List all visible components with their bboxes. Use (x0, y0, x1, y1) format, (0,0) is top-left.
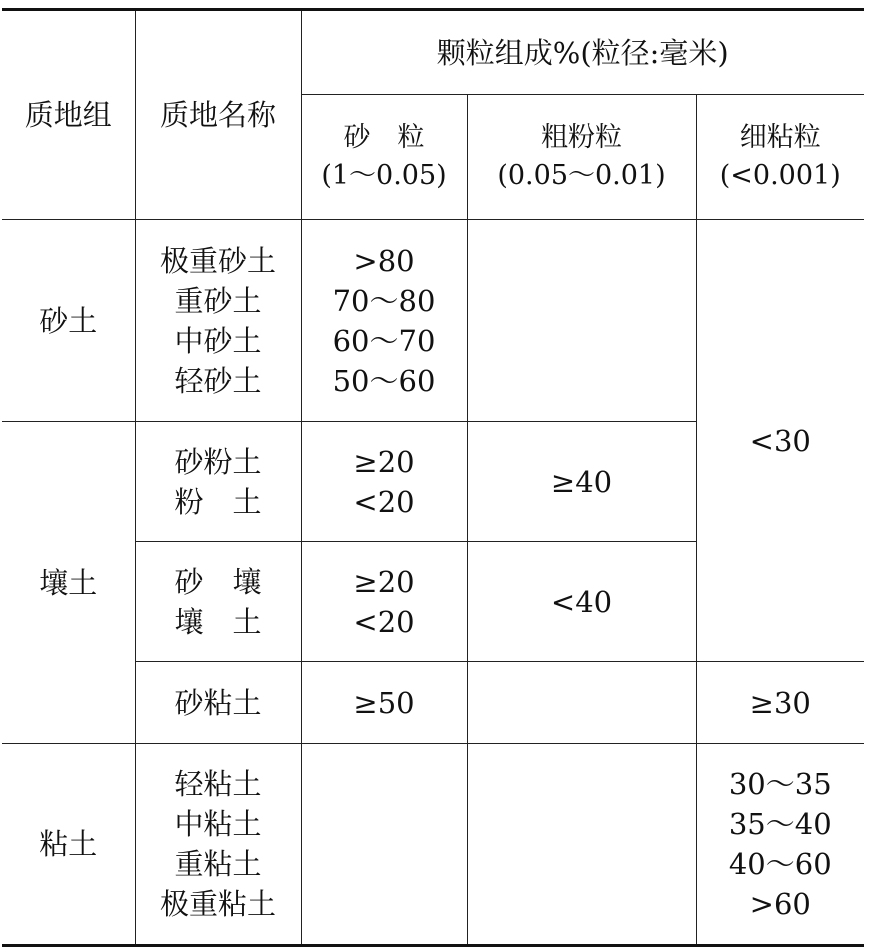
sandy-clay-name: 砂粘土 (135, 662, 301, 744)
loam-b-sand-values (301, 542, 467, 662)
header-sand-label: 砂 粒 (343, 122, 425, 153)
sand-value: 60～70 (332, 323, 436, 358)
texture-name: 极重粘土 (159, 887, 276, 921)
group-clay-soil: 粘土 (2, 744, 135, 946)
texture-name: 砂 壤 (174, 564, 262, 599)
sand-soil-names (135, 220, 301, 422)
header-texture-name: 质地名称 (135, 10, 301, 220)
group-sand-soil: 砂土 (2, 220, 135, 422)
sand-value: <20 (353, 604, 415, 639)
clay-soil-coarse-silt-empty (467, 744, 696, 946)
soil-texture-table (2, 8, 864, 947)
header-coarse-silt-label: 粗粉粒 (541, 122, 622, 153)
fine-clay-value: 30～35 (728, 767, 832, 801)
texture-name: 轻粘土 (174, 767, 262, 801)
sandy-clay-coarse-silt-empty (467, 662, 696, 744)
texture-name: 壤 土 (174, 604, 262, 639)
sand-value: 50～60 (332, 363, 436, 398)
shared-fine-clay-value: <30 (696, 220, 864, 662)
header-fine-clay-range: (<0.001) (719, 160, 841, 191)
fine-clay-value: 40～60 (728, 847, 832, 881)
loam-a-sand-values (301, 422, 467, 542)
texture-name: 砂粉土 (174, 444, 262, 479)
texture-name: 粉 土 (174, 484, 262, 519)
header-sand-range: (1～0.05) (321, 160, 447, 191)
header-fine-clay-label: 细粘粒 (739, 122, 821, 153)
header-coarse-silt-column (467, 95, 696, 220)
group-loam-soil: 壤土 (2, 422, 135, 744)
loam-b-names (135, 542, 301, 662)
texture-name: 轻砂土 (174, 363, 262, 398)
fine-clay-value: 35～40 (728, 807, 832, 841)
sand-value: ≥20 (353, 444, 415, 479)
sand-soil-sand-values (301, 220, 467, 422)
sand-value: 70～80 (332, 283, 436, 318)
sandy-clay-sand-value: ≥50 (301, 662, 467, 744)
header-fine-clay-column (696, 95, 864, 220)
header-sand-column (301, 95, 467, 220)
header-coarse-silt-range: (0.05～0.01) (497, 160, 666, 191)
texture-name: 极重砂土 (159, 243, 276, 278)
texture-name: 重粘土 (174, 847, 262, 881)
header-texture-group: 质地组 (2, 10, 135, 220)
sand-value: <20 (353, 484, 415, 519)
sandy-clay-fine-clay-value: ≥30 (696, 662, 864, 744)
texture-name: 中粘土 (174, 807, 262, 841)
loam-a-coarse-silt-value: ≥40 (467, 422, 696, 542)
loam-b-coarse-silt-value: <40 (467, 542, 696, 662)
sand-value: ≥20 (353, 564, 415, 599)
texture-name: 重砂土 (174, 283, 262, 318)
sand-soil-coarse-silt-empty (467, 220, 696, 422)
clay-soil-fine-clay-values (696, 744, 864, 946)
clay-soil-sand-empty (301, 744, 467, 946)
loam-a-names (135, 422, 301, 542)
header-particle-composition: 颗粒组成%(粒径:毫米) (301, 10, 864, 95)
texture-name: 中砂土 (174, 323, 262, 358)
sand-value: >80 (353, 243, 415, 278)
fine-clay-value: >60 (749, 887, 811, 921)
clay-soil-names (135, 744, 301, 946)
